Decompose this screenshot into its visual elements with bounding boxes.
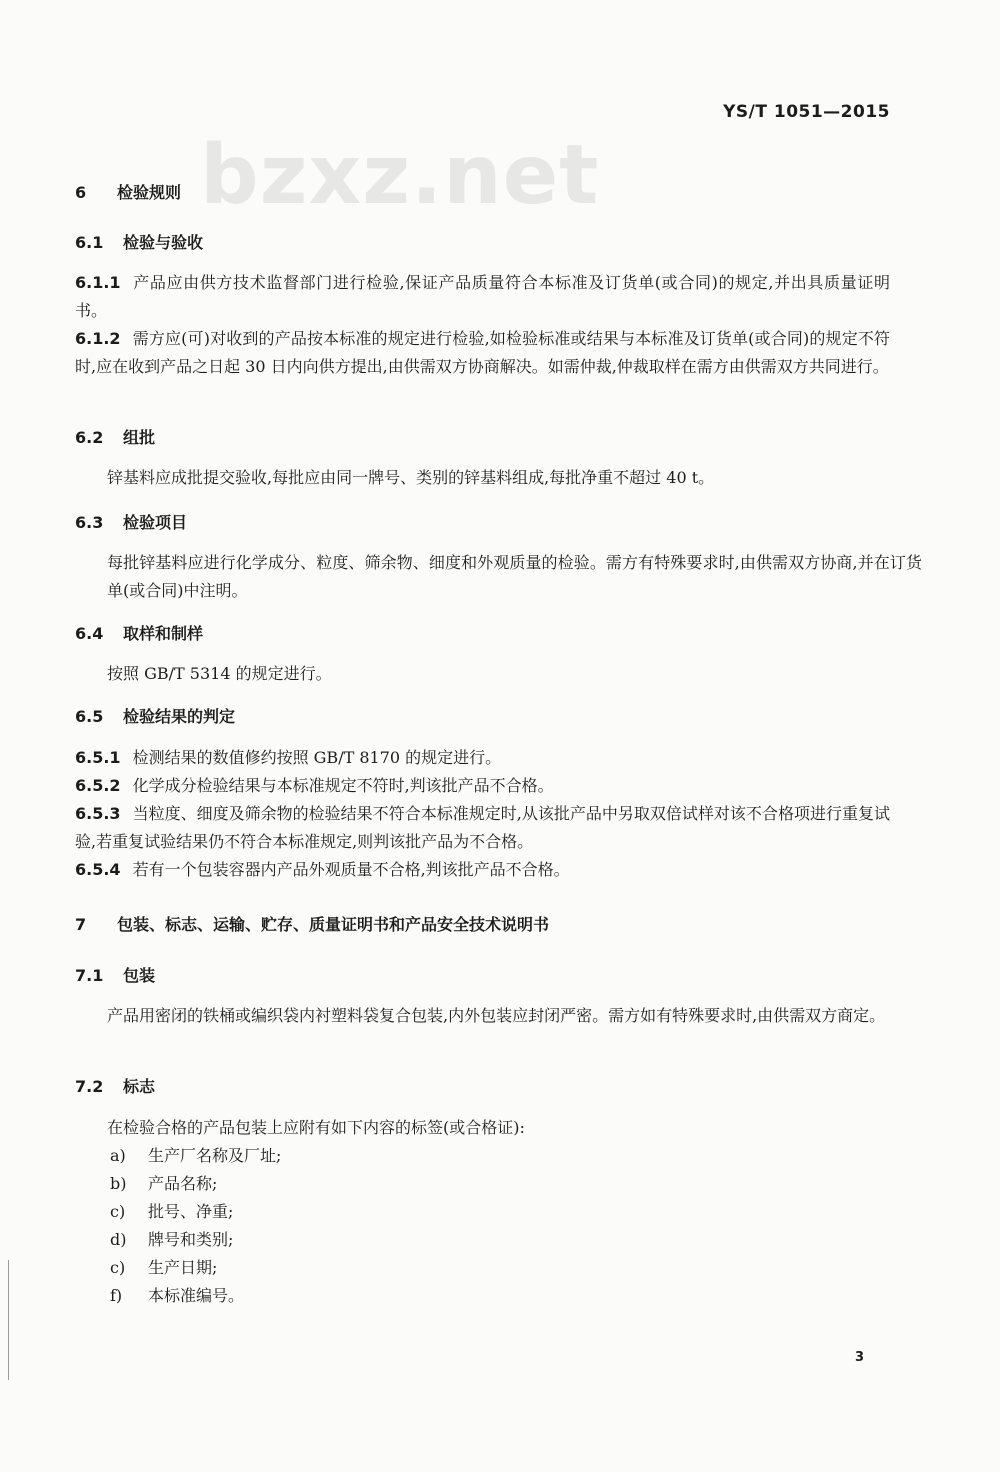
list-text: 牌号和类别; [148, 1230, 234, 1249]
standard-code: YS/T 1051—2015 [723, 102, 890, 122]
list-item [110, 1170, 217, 1198]
paragraph-6-2: 锌基料应成批提交验收,每批应由同一牌号、类别的锌基料组成,每批净重不超过 40 t。 [107, 468, 715, 487]
page-number: 3 [855, 1350, 865, 1365]
clause-6-1-2 [75, 325, 890, 381]
clause-6-5-2 [75, 772, 890, 800]
clause-text: 当粒度、细度及筛余物的检验结果不符合本标准规定时,从该批产品中另取双倍试样对该不合格项进行重复试验,若重复试验结果仍不符合本标准规定,则判该批产品为不合格。 [75, 804, 890, 851]
clause-number: 6.5.2 [75, 776, 121, 795]
clause-number: 6.5.4 [75, 860, 121, 879]
clause-text: 需方应(可)对收到的产品按本标准的规定进行检验,如检验标准或结果与本标准及订货单(或合同)的规定不符时,应在收到产品之日起 30 日内向供方提出,由供需双方协商解决。如需仲裁,仲裁取样在需方由供需双方共同进行。 [75, 329, 890, 376]
list-item [110, 1142, 281, 1170]
scan-edge-line [8, 1260, 9, 1380]
section-heading-6-4 [75, 620, 890, 648]
section-title: 取样和制样 [123, 624, 204, 643]
section-title: 检验项目 [123, 513, 188, 532]
list-marker: a) [110, 1146, 126, 1165]
clause-number: 6.5.3 [75, 804, 121, 823]
paragraph-6-4: 按照 GB/T 5314 的规定进行。 [107, 664, 332, 683]
list-text: 生产厂名称及厂址; [148, 1146, 282, 1165]
clause-text: 化学成分检验结果与本标准规定不符时,判该批产品不合格。 [132, 776, 554, 795]
list-text: 生产日期; [148, 1258, 218, 1277]
section-heading-6-5 [75, 703, 890, 731]
paragraph-7-1: 产品用密闭的铁桶或编织袋内衬塑料袋复合包装,内外包装应封闭严密。需方如有特殊要求时,由供需双方商定。 [107, 1006, 886, 1025]
section-heading-6 [75, 179, 890, 207]
section-title: 组批 [123, 428, 156, 447]
list-marker: f) [110, 1286, 123, 1305]
clause-number: 6.1.2 [75, 329, 121, 348]
section-number: 6.2 [75, 428, 104, 447]
section-title: 包装 [123, 966, 156, 985]
section-number: 7 [75, 915, 87, 934]
section-number: 7.1 [75, 966, 104, 985]
list-item [110, 1282, 244, 1310]
list-marker: b) [110, 1174, 127, 1193]
list-text: 产品名称; [148, 1174, 218, 1193]
clause-6-5-4 [75, 856, 890, 884]
list-item [110, 1254, 217, 1282]
list-marker: c) [110, 1258, 126, 1277]
section-heading-6-2 [75, 424, 890, 452]
paragraph-6-3: 每批锌基料应进行化学成分、粒度、筛余物、细度和外观质量的检验。需方有特殊要求时,由供需双方协商,并在订货单(或合同)中注明。 [107, 553, 922, 600]
section-number: 6.4 [75, 624, 104, 643]
section-number: 7.2 [75, 1077, 104, 1096]
clause-text: 检测结果的数值修约按照 GB/T 8170 的规定进行。 [132, 748, 502, 767]
section-title: 检验与验收 [123, 233, 204, 252]
section-heading-6-1 [75, 229, 890, 257]
section-number: 6.3 [75, 513, 104, 532]
section-title: 检验规则 [117, 183, 182, 202]
list-item [110, 1198, 233, 1226]
list-item [110, 1226, 233, 1254]
clause-6-5-3 [75, 800, 890, 856]
section-heading-7 [75, 911, 890, 939]
clause-number: 6.5.1 [75, 748, 121, 767]
section-number: 6.5 [75, 707, 104, 726]
clause-text: 若有一个包装容器内产品外观质量不合格,判该批产品不合格。 [132, 860, 570, 879]
watermark: bzxz.net [200, 128, 600, 223]
list-text: 本标准编号。 [148, 1286, 245, 1305]
section-heading-7-1 [75, 962, 890, 990]
list-text: 批号、净重; [148, 1202, 234, 1221]
section-number: 6 [75, 183, 87, 202]
clause-6-1-1 [75, 269, 890, 325]
clause-6-5-1 [75, 744, 890, 772]
section-title: 标志 [123, 1077, 156, 1096]
clause-text: 产品应由供方技术监督部门进行检验,保证产品质量符合本标准及订货单(或合同)的规定,并出具质量证明书。 [75, 273, 890, 320]
section-title: 检验结果的判定 [123, 707, 236, 726]
clause-number: 6.1.1 [75, 273, 121, 292]
paragraph-7-2: 在检验合格的产品包装上应附有如下内容的标签(或合格证): [107, 1118, 525, 1137]
section-heading-6-3 [75, 509, 890, 537]
list-marker: c) [110, 1202, 126, 1221]
section-number: 6.1 [75, 233, 104, 252]
section-title: 包装、标志、运输、贮存、质量证明书和产品安全技术说明书 [117, 915, 550, 934]
list-marker: d) [110, 1230, 127, 1249]
section-heading-7-2 [75, 1073, 890, 1101]
